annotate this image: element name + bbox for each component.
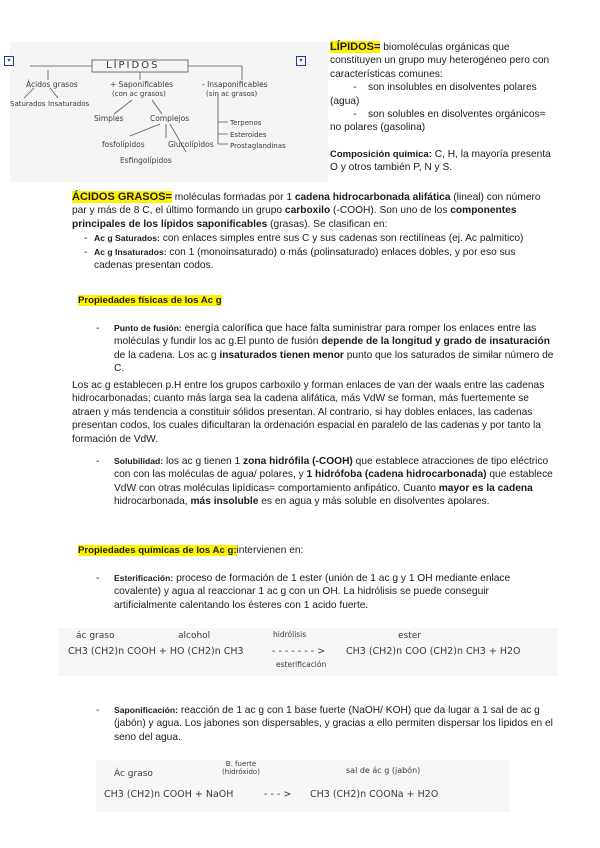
eq1-label-ester: ester	[398, 631, 421, 641]
solubilidad-bold-4: más insoluble	[190, 496, 259, 508]
acidos-bold-1: cadena hidrocarbonada alifática	[294, 192, 451, 203]
solubilidad-bold-2: 1 hidrófoba (cadena hidrocarbonada)	[306, 469, 487, 481]
eq2-lhs: CH3 (CH2)n COOH + NaOH	[104, 789, 234, 800]
punto-fusion-item: - Punto de fusión: energía calorífica que hace falta suministrar para romper los enlaces entre las moléculas y fundir los ac g.El punto de fusión depende de la longitud y grado de insaturación de la cadena. Los ac g insaturados tienen menor punto que los saturados de similar número de C.	[96, 323, 554, 375]
diagram-left: Ácidos grasos	[26, 80, 78, 89]
solubilidad-text-2: que establece atracciones de tipo eléctrico con con las moléculas de agua/ polares, y	[114, 456, 549, 481]
eq1-arrow-icon: - - - - - - - >	[272, 646, 326, 657]
composicion-text: C, H, la mayoría presenta O y otros también P, N y S.	[330, 148, 551, 174]
solubilidad-item: - Solubilidad: los ac g tienen 1 zona hidrófila (-COOH) que establece atracciones de tipo eléctrico con con las moléculas de agua/ polares, y 1 hidrófoba (cadena hidrocarbonada) que establece VdW con otras moléculas lipídicas= comportamiento anfipático. Cuanto mayor es la cadena hidrocarbonada, más insoluble es en agua y más soluble en disolventes apolares.	[96, 456, 553, 508]
page-marker-icon: ▾	[4, 56, 14, 66]
page-marker-icon: ▾	[296, 56, 306, 66]
saponificacion-item: - Saponificación: reacción de 1 ac g con 1 base fuerte (NaOH/ KOH) que da lugar a 1 sal de ac g (jabón) y agua. Los jabones son dispersables, y gracias a ello permiten dispersar los lípidos en el seno del agua.	[96, 705, 553, 743]
esterificacion-label: Esterificación:	[114, 573, 174, 583]
acidos-grasos-section: ÁCIDOS GRASOS= moléculas formadas por 1 cadena hidrocarbonada alifática (lineal) con número par y más de 8 C, el último formando un grupo carboxilo (-COOH). Son uno de los componentes principales de los lípidos saponificables (grasas). Se clasifican en: - Ac g Saturados: con enlaces simples entre sus C y sus cadenas son rectilíneas (ej. Ac palmitico) - Ac g Insaturados: con 1 (monoinsaturado) o más (polinsaturado) enlaces dobles, y por eso sus cadenas presentan codos.	[72, 191, 541, 272]
acidos-text-4: (grasas). Se clasifican en:	[267, 218, 388, 230]
diagram-right-sub: (sin ac grasos)	[206, 90, 258, 98]
eq2-label-sal: sal de ác g (jabón)	[346, 766, 421, 775]
lipidos-definition: LÍPIDOS= biomoléculas orgánicas que constituyen un grupo muy heterogéneo pero con características comunes: - son insolubles en disolventes polares (agua) - son solubles en disolventes orgánicos= no polares (gasolina) Composición química: C, H, la mayoría presenta O y otros también P, N y S.	[330, 41, 551, 174]
solubilidad-text-4: hidrocarbonada,	[114, 496, 191, 508]
saponificacion-text: reacción de 1 ac g con 1 base fuerte (NaOH/ KOH) que da lugar a 1 sal de ac g (jabón) y agua. Los jabones son dispersables, y gracias a ello permiten dispersar los lípidos en el seno del agua.	[114, 705, 553, 743]
acidos-bold-3: componentes principales de los lípidos saponificables	[72, 205, 517, 230]
diagram-left-sub2: Insaturados	[48, 100, 90, 108]
saponificacion-label: Saponificación:	[114, 705, 178, 715]
diagram-right-c: Prostaglandinas	[230, 142, 286, 150]
punto-fusion-bold-1: depende de la longitud y grado de insaturación	[321, 336, 550, 348]
saturados-label: Ac g Saturados:	[94, 233, 160, 244]
solubilidad-bold-1: zona hidrófila (-COOH)	[243, 456, 353, 467]
quimicas-heading-tail: intervienen en:	[236, 545, 304, 556]
esterificacion-text: proceso de formación de 1 ester (unión de 1 ac g y 1 OH mediante enlace covalente) y agua al reaccionar 1 ac g con un OH. La hidrólisis se puede conseguir artificialmente calentando los ésteres con 1 acido fuerte.	[114, 573, 511, 611]
eq1-rhs: CH3 (CH2)n COO (CH2)n CH3 + H2O	[346, 646, 521, 657]
fisicas-heading-text: Propiedades físicas de los Ac g	[78, 295, 222, 306]
acidos-text-1: moléculas formadas por 1	[171, 192, 295, 203]
punto-fusion-text-3: punto que los saturados de similar número de C.	[114, 349, 554, 375]
lipidos-text: biomoléculas orgánicas que constituyen un grupo muy heterogéneo pero con características comunes:	[330, 42, 550, 80]
eq2-label-acgraso: Ác graso	[114, 769, 153, 779]
diagram-center: + Saponificables	[110, 80, 174, 89]
solubilidad-text-3: que establece VdW con otras moléculas lipídicas= comportamiento anfipático. Cuanto	[114, 469, 553, 494]
saturados-text: con enlaces simples entre sus C y sus cadenas son rectilíneas (ej. Ac palmitico)	[159, 233, 524, 245]
diagram-center-a: Simples	[94, 114, 124, 123]
solubilidad-bold-3: mayor es la cadena	[438, 482, 533, 494]
diagram-right: - Insaponificables	[202, 80, 268, 89]
diagram-right-a: Terpenos	[230, 119, 262, 127]
solubilidad-label: Solubilidad:	[114, 456, 164, 466]
punto-fusion-text-2: de la cadena. Los ac g	[114, 349, 220, 361]
eq2-arrow-icon: - - - >	[264, 789, 292, 800]
lipidos-bullet-2: son solubles en disolventes orgánicos= no polares (gasolina)	[330, 109, 546, 134]
lipidos-term: LÍPIDOS=	[330, 41, 381, 53]
diagram-center-sub: (con ac grasos)	[112, 90, 166, 98]
diagram-center-b: Complejos	[150, 114, 190, 123]
equation-saponificacion	[96, 760, 510, 812]
eq1-label-alcohol: alcohol	[178, 631, 211, 641]
diagram-title: LÍPIDOS	[106, 60, 160, 71]
vdw-paragraph: Los ac g establecen p.H entre los grupos carboxilo y forman enlaces de van der waals entre las cadenas hidrocarbonadas; cuanto más larga sea la cadena alifática, más VdW se forman, más fuertemente se atraen y más tendencia a constituir sólidos presentan. Al contrario, si hay dobles enlaces, las cadenas presentan codos, los cuales dificultaran la ordenación espacial en paralelo de las cadenas y por tanto la formación de VdW.	[72, 380, 545, 445]
eq1-label-esterificacion: esterificación	[276, 660, 327, 669]
punto-fusion-label: Punto de fusión:	[114, 323, 182, 333]
insaturados-label: Ac g Insaturados:	[94, 246, 167, 257]
acidos-text-2: (lineal) con número par y más de 8 C, el último formando un grupo	[72, 192, 541, 217]
solubilidad-text-1: los ac g tienen 1	[163, 456, 244, 467]
equation-esterificacion	[58, 628, 558, 676]
acidos-bold-2: carboxilo	[284, 205, 331, 217]
diagram-left-sub1: Saturados	[10, 100, 46, 108]
fisicas-heading	[78, 294, 222, 307]
eq2-label-bfuerte: B. fuerte (hidróxido)	[222, 760, 260, 776]
lipidos-bullet-1: son insolubles en disolventes polares (agua)	[330, 82, 537, 107]
eq1-label-acgraso: ác graso	[76, 631, 115, 641]
diagram-center-d: Glucolípidos	[168, 140, 214, 149]
eq2-rhs: CH3 (CH2)n COONa + H2O	[310, 789, 439, 800]
diagram-right-b: Esteroides	[230, 131, 267, 139]
punto-fusion-text-1: energía calorífica que hace falta suministrar para romper los enlaces entre las moléculas y fundir los ac g.El punto de fusión	[114, 323, 537, 348]
quimicas-heading	[78, 544, 303, 557]
acidos-text-3: (-COOH). Son uno de los	[330, 205, 451, 217]
diagram-center-c: fosfolípidos	[102, 140, 145, 149]
eq1-lhs: CH3 (CH2)n COOH + HO (CH2)n CH3	[68, 646, 244, 657]
esterificacion-item: - Esterificación: proceso de formación de 1 ester (unión de 1 ac g y 1 OH mediante enlace covalente) y agua al reaccionar 1 ac g con un OH. La hidrólisis se puede conseguir artificialmente calentando los ésteres con 1 acido fuerte.	[96, 573, 511, 611]
acidos-term: ÁCIDOS GRASOS=	[72, 191, 172, 203]
punto-fusion-bold-2: insaturados tienen menor	[219, 349, 344, 361]
lipidos-diagram	[10, 42, 328, 182]
quimicas-heading-text: Propiedades químicas de los Ac g:	[78, 545, 237, 556]
composicion-label: Composición química:	[330, 148, 432, 160]
diagram-center-e: Esfingolípidos	[120, 156, 172, 165]
insaturados-text: con 1 (monoinsaturado) o más (polinsaturado) enlaces dobles, y por eso sus cadenas presentan codos.	[94, 246, 516, 272]
solubilidad-text-5: es en agua y más soluble en disolventes apolares.	[258, 496, 490, 508]
eq1-label-hidrolisis: hidrólisis	[273, 630, 307, 639]
